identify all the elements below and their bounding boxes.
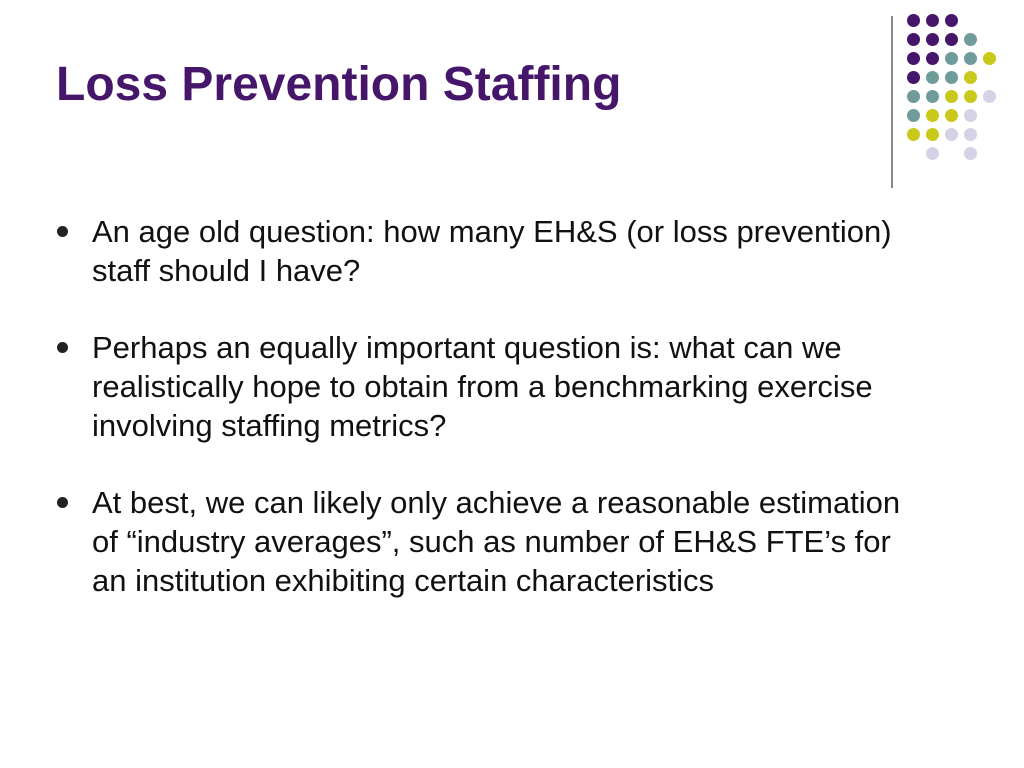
bullet-marker [57,497,68,508]
decorative-dot [926,128,939,141]
decorative-dot [945,109,958,122]
decorative-dot [926,33,939,46]
decorative-dot [926,71,939,84]
decorative-dot [926,14,939,27]
decorative-dot [926,90,939,103]
decorative-dot [907,33,920,46]
decorative-dot-grid [907,14,1007,164]
decorative-dot [926,109,939,122]
decorative-dot [964,128,977,141]
bullet-text: An age old question: how many EH&S (or loss prevention) staff should I have? [92,214,892,288]
decorative-dot [945,71,958,84]
bullet-marker [57,342,68,353]
decorative-dot [945,128,958,141]
decorative-dot [964,33,977,46]
decorative-dot [964,52,977,65]
decorative-dot [907,109,920,122]
slide-title: Loss Prevention Staffing [56,58,622,111]
decorative-dot [926,147,939,160]
bullet-item [56,483,926,600]
decorative-dot [907,14,920,27]
decorative-dot [983,52,996,65]
decorative-dot [945,33,958,46]
decorative-dot [964,90,977,103]
decorative-dot [964,109,977,122]
bullet-item [56,328,926,445]
decorative-dot [945,90,958,103]
decorative-dot [907,90,920,103]
bullet-item [56,212,926,290]
bullet-text: Perhaps an equally important question is: what can we realistically hope to obtain from a benchmarking exercise involving staffing metrics? [92,330,873,443]
decorative-dot [964,147,977,160]
decorative-dot [983,90,996,103]
bullet-list [56,212,926,638]
bullet-text: At best, we can likely only achieve a reasonable estimation of “industry averages”, such as number of EH&S FTE’s for an institution exhibiting certain characteristics [92,485,901,598]
decorative-dot [907,128,920,141]
decorative-dot [945,14,958,27]
decorative-dot [907,71,920,84]
bullet-marker [57,226,68,237]
decorative-dot [964,71,977,84]
decorative-dot [945,52,958,65]
decorative-dot [926,52,939,65]
title-divider [891,16,893,188]
decorative-dot [907,52,920,65]
